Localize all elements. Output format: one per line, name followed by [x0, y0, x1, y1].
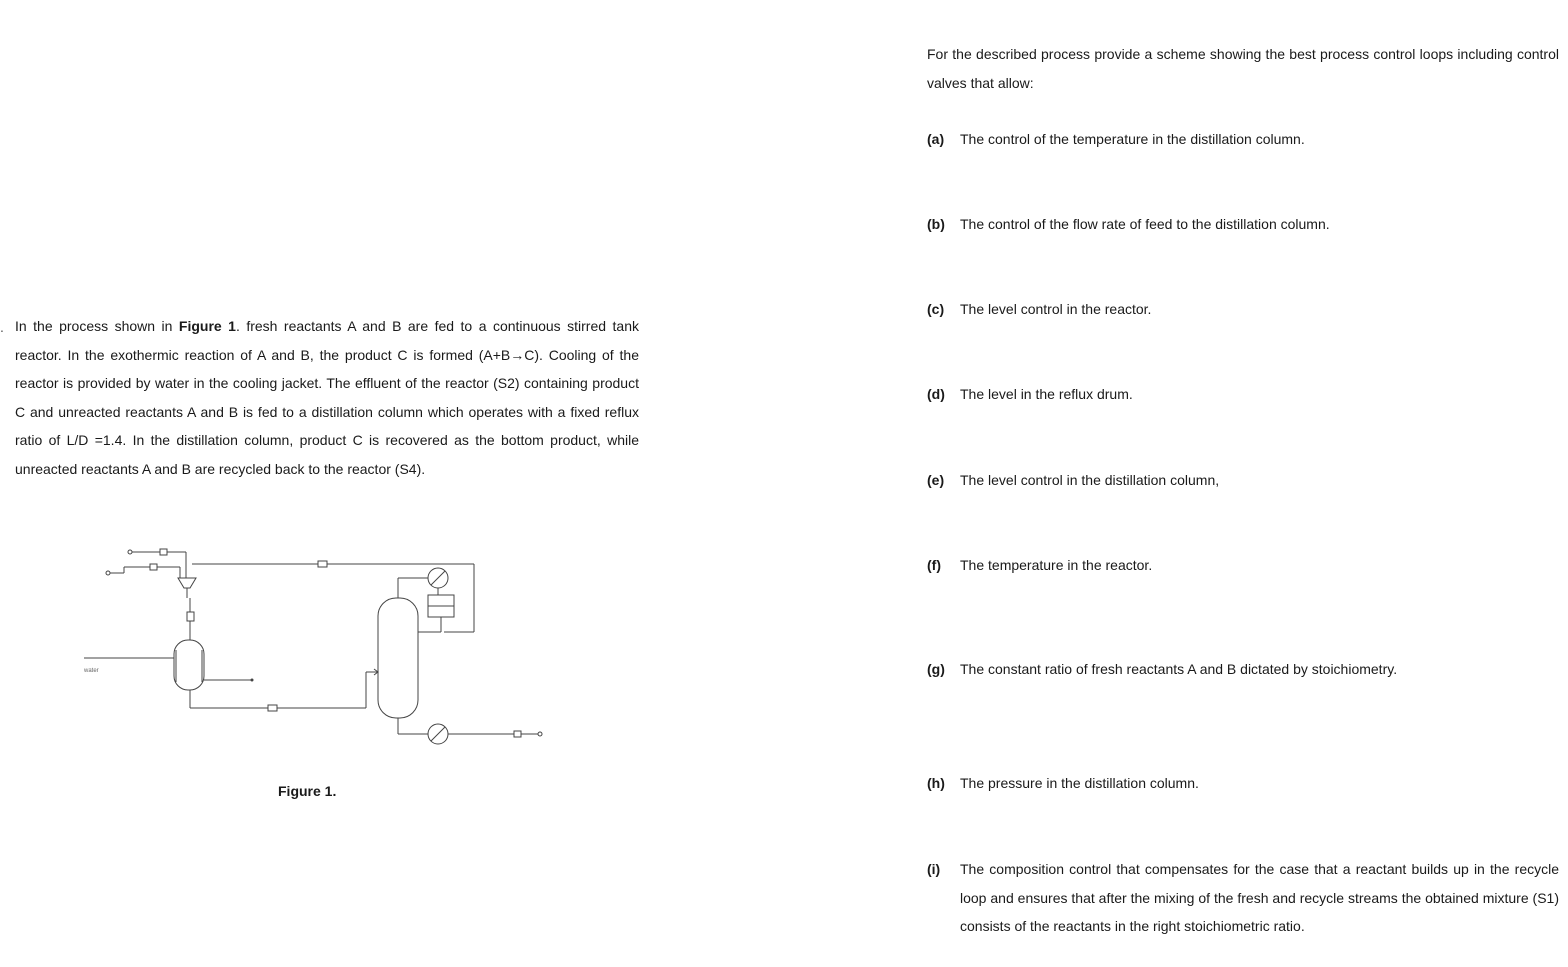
distillation-column [378, 598, 418, 718]
task-item-a [927, 125, 1559, 154]
bottom-product-valve [514, 731, 521, 737]
task-label: (d) [927, 386, 945, 402]
task-text: The temperature in the reactor. [960, 557, 1153, 573]
task-label: (g) [927, 661, 945, 677]
task-text: The constant ratio of fresh reactants A and B dictated by stoichiometry. [960, 661, 1398, 677]
task-item-i [927, 855, 1559, 941]
task-text: The level control in the reactor. [960, 301, 1152, 317]
mixer [178, 578, 196, 598]
task-intro: For the described process provide a scheme showing the best process control loops including control valves that allow: [927, 46, 1559, 91]
reactor-effluent-line [190, 672, 378, 711]
water-label: water [84, 668, 99, 674]
task-text: The level in the reflux drum. [960, 386, 1133, 402]
figure-caption: Figure 1. [278, 783, 337, 799]
task-label: (c) [927, 301, 945, 317]
reactor [174, 640, 204, 690]
task-item-e [927, 466, 1559, 495]
task-text: The composition control that compensates for the case that a reactant builds up in the recycle loop and ensures that after the mixing of the fresh and recycle streams the obtained mixture (S1) consists of the reactants in the right stoichiometric ratio. [960, 861, 1559, 935]
problem-text-rest: . fresh reactants A and B are fed to a continuous stirred tank reactor. In the exothermic reaction of A and B, the product C is formed (A+B→C). Cooling of the reactor is provided by water in the cooling jacket. The effluent of the reactor (S2) containing product C and unreacted reactants A and B is fed to a distillation column which operates with a fixed reflux ratio of L/D =1.4. In the distillation column, product C is recovered as the bottom product, while unreacted reactants A and B are recycled back to the reactor (S4). [15, 318, 639, 477]
task-item-h [927, 769, 1559, 798]
task-text: The pressure in the distillation column. [960, 775, 1199, 791]
task-text: The control of the temperature in the distillation column. [960, 131, 1305, 147]
problem-statement [15, 312, 639, 484]
task-item-c [927, 295, 1559, 324]
problem-text-start: In the process shown in [15, 318, 179, 334]
paragraph-bullet: . [0, 319, 4, 335]
figure-reference: Figure 1 [178, 318, 236, 334]
task-label: (b) [927, 216, 945, 232]
task-label: (f) [927, 557, 941, 573]
task-text: The control of the flow rate of feed to the distillation column. [960, 216, 1330, 232]
task-label: (a) [927, 131, 945, 147]
task-label: (h) [927, 775, 945, 791]
process-flow-diagram [78, 540, 558, 750]
task-text: The level control in the distillation column, [960, 472, 1220, 488]
task-item-d [927, 380, 1559, 409]
task-item-b [927, 210, 1559, 239]
task-item-f [927, 551, 1559, 580]
reactor-inlet-valve [187, 612, 194, 621]
feed-line-b [106, 564, 180, 578]
task-label: (i) [927, 861, 941, 877]
task-label: (e) [927, 472, 945, 488]
recycle-line [192, 561, 474, 632]
task-item-g [927, 655, 1559, 684]
